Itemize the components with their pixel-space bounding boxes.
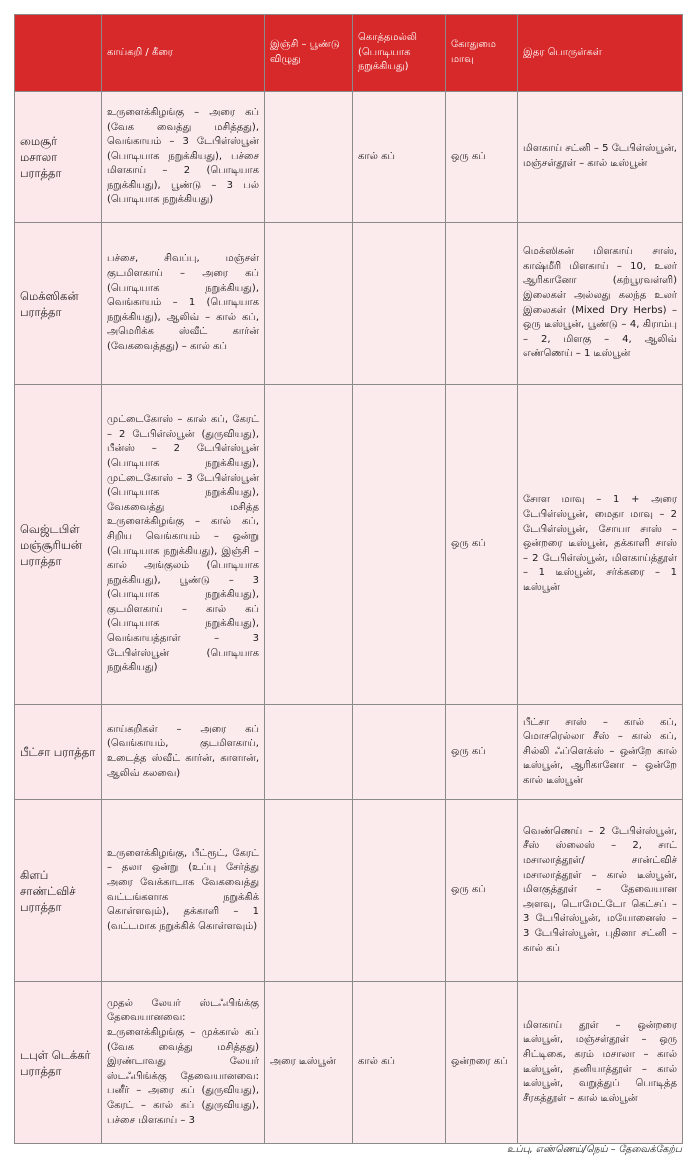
header-ginger-garlic: இஞ்சி – பூண்டு விழுது — [265, 15, 353, 92]
header-vegetable: காய்கறி / கீரை — [102, 15, 265, 92]
header-row — [15, 15, 683, 92]
wheat-flour-cell — [446, 223, 518, 385]
recipe-name: டபுள் டெக்கர் பராத்தா — [15, 982, 102, 1144]
coriander-cell — [353, 385, 446, 705]
table-row — [15, 800, 683, 982]
coriander-cell: கால் கப் — [353, 982, 446, 1144]
recipe-name: மைசூர் மசாலா பராத்தா — [15, 92, 102, 223]
coriander-cell — [353, 223, 446, 385]
header-other: இதர பொருள்கள் — [518, 15, 683, 92]
coriander-cell — [353, 800, 446, 982]
footer-note: உப்பு, எண்ணெய்/நெய் – தேவைக்கேற்ப — [507, 1144, 682, 1155]
other-cell: பீட்சா சாஸ் – கால் கப், மொசரெல்லா சீஸ் – கால் கப், சில்லி ஃப்ளெக்ஸ் – ஒன்றே கால் டீஸ்பூன், ஆரிகானோ – ஒன்றே கால் டீஸ்பூன் — [518, 705, 683, 800]
ginger-garlic-cell — [265, 705, 353, 800]
header-wheat-flour: கோதுமை மாவு — [446, 15, 518, 92]
ginger-garlic-cell — [265, 800, 353, 982]
wheat-flour-cell: ஒன்றரை கப் — [446, 982, 518, 1144]
coriander-cell — [353, 705, 446, 800]
vegetable-cell: உருளைக்கிழங்கு, பீட்ரூட், கேரட் – தலா ஒன்று (உப்பு சேர்த்து அரை வேக்காடாக வேகவைத்து வட்டங்களாக நறுக்கிக் கொள்ளவும்), தக்காளி – 1 (வட்டமாக நறுக்கிக் கொள்ளவும்) — [102, 800, 265, 982]
ginger-garlic-cell — [265, 92, 353, 223]
table-row — [15, 223, 683, 385]
ginger-garlic-cell — [265, 223, 353, 385]
coriander-cell: கால் கப் — [353, 92, 446, 223]
vegetable-cell: பச்சை, சிவப்பு, மஞ்சள் குடமிளகாய் – அரை கப் (பொடியாக நறுக்கியது), வெங்காயம் – 1 (பொடியாக நறுக்கியது), ஆலிவ் – கால் கப், அமெரிக்க ஸ்வீட் கார்ன் (வேகவைத்தது) – கால் கப் — [102, 223, 265, 385]
table-row — [15, 92, 683, 223]
other-cell: மிளகாய் தூள் – ஒன்றரை டீஸ்பூன், மஞ்சள்தூள் – ஒரு சிட்டிகை, கரம் மசாலா – கால் டீஸ்பூன், தனியாத்தூள் – கால் டீஸ்பூன், வறுத்துப் பொடித்த சீரகத்தூள் – கால் டீஸ்பூன் — [518, 982, 683, 1144]
wheat-flour-cell: ஒரு கப் — [446, 385, 518, 705]
wheat-flour-cell: ஒரு கப் — [446, 800, 518, 982]
vegetable-cell: காய்கறிகள் – அரை கப் (வெங்காயம், குடமிளகாய், உடைத்த ஸ்வீட் கார்ன், காளான், ஆலிவ் கலவை) — [102, 705, 265, 800]
vegetable-cell: முதல் லேயர் ஸ்டஃபிங்க்கு தேவையானவை: உருளைக்கிழங்கு – முக்கால் கப் (வேக வைத்து மசித்தது) இரண்டாவது லேயர் ஸ்டஃபிங்க்கு தேவையானவை: பனீர் – அரை கப் (துருவியது), கேரட் – கால் கப் (துருவியது), பச்சை மிளகாய் – 3 — [102, 982, 265, 1144]
table-row — [15, 982, 683, 1144]
recipe-name: மெக்ஸிகன் பராத்தா — [15, 223, 102, 385]
vegetable-cell: உருளைக்கிழங்கு – அரை கப் (வேக வைத்து மசித்தது), வெங்காயம் – 3 டேபிள்ஸ்பூன் (பொடியாக நறுக்கியது), பச்சை மிளகாய் – 2 (பொடியாக நறுக்கியது), பூண்டு – 3 பல் (பொடியாக நறுக்கியது) — [102, 92, 265, 223]
other-cell: வெண்ணெய் – 2 டேபிள்ஸ்பூன், சீஸ் ஸ்லைஸ் – 2, சாட் மசாலாத்தூள்/ சான்ட்விச் மசாலாத்தூள் – கால் டீஸ்பூன், மிளகுத்தூள் – தேவையான அளவு, டொமேட்டோ கெட்சப் – 3 டேபிள்ஸ்பூன், மயோனைஸ் – 3 டேபிள்ஸ்பூன், புதினா சட்னி – கால் கப் — [518, 800, 683, 982]
recipe-name: கிளப் சாண்ட்விச் பராத்தா — [15, 800, 102, 982]
ginger-garlic-cell — [265, 385, 353, 705]
other-cell: மெக்ஸிகன் மிளகாய் சாஸ், காஷ்மீரி மிளகாய் – 10, உலர் ஆரிகானோ (கற்பூரவள்ளி) இலைகள் அல்லது கலந்த உலர் இலைகள் (Mixed Dry Herbs) – ஒரு டீஸ்பூன், பூண்டு – 4, கிராம்பு – 2, மிளகு – 4, ஆலிவ் எண்ணெய் – 1 டீஸ்பூன் — [518, 223, 683, 385]
wheat-flour-cell: ஒரு கப் — [446, 705, 518, 800]
recipe-name: பீட்சா பராத்தா — [15, 705, 102, 800]
recipe-table — [14, 14, 683, 1144]
wheat-flour-cell: ஒரு கப் — [446, 92, 518, 223]
recipe-name: வெஜ்டபிள் மஞ்சூரியன் பராத்தா — [15, 385, 102, 705]
table-row — [15, 385, 683, 705]
ginger-garlic-cell: அரை டீஸ்பூன் — [265, 982, 353, 1144]
header-blank — [15, 15, 102, 92]
header-coriander: கொத்தமல்லி (பொடியாக நறுக்கியது) — [353, 15, 446, 92]
table-row — [15, 705, 683, 800]
other-cell: சோள மாவு – 1 + அரை டேபிள்ஸ்பூன், மைதா மாவு – 2 டேபிள்ஸ்பூன், சோயா சாஸ் – ஒன்றரை டீஸ்பூன், தக்காளி சாஸ் – 2 டேபிள்ஸ்பூன், மிளகாய்த்தூள் – 1 டீஸ்பூன், சர்க்கரை – 1 டீஸ்பூன் — [518, 385, 683, 705]
vegetable-cell: முட்டைகோஸ் – கால் கப், கேரட் – 2 டேபிள்ஸ்பூன் (துருவியது), பீன்ஸ் – 2 டேபிள்ஸ்பூன் (பொடியாக நறுக்கியது), முட்டைகோஸ் – 3 டேபிள்ஸ்பூன் (பொடியாக நறுக்கியது), வேகவைத்து மசித்த உருளைக்கிழங்கு – கால் கப், சிறிய வெங்காயம் – ஒன்று (பொடியாக நறுக்கியது), இஞ்சி – கால் அங்குலம் (பொடியாக நறுக்கியது), பூண்டு – 3 (பொடியாக நறுக்கியது), குடமிளகாய் – கால் கப் (பொடியாக நறுக்கியது), வெங்காயத்தாள் – 3 டேபிள்ஸ்பூன் (பொடியாக நறுக்கியது) — [102, 385, 265, 705]
other-cell: மிளகாய் சட்னி – 5 டேபிள்ஸ்பூன், மஞ்சள்தூள் – கால் டீஸ்பூன் — [518, 92, 683, 223]
